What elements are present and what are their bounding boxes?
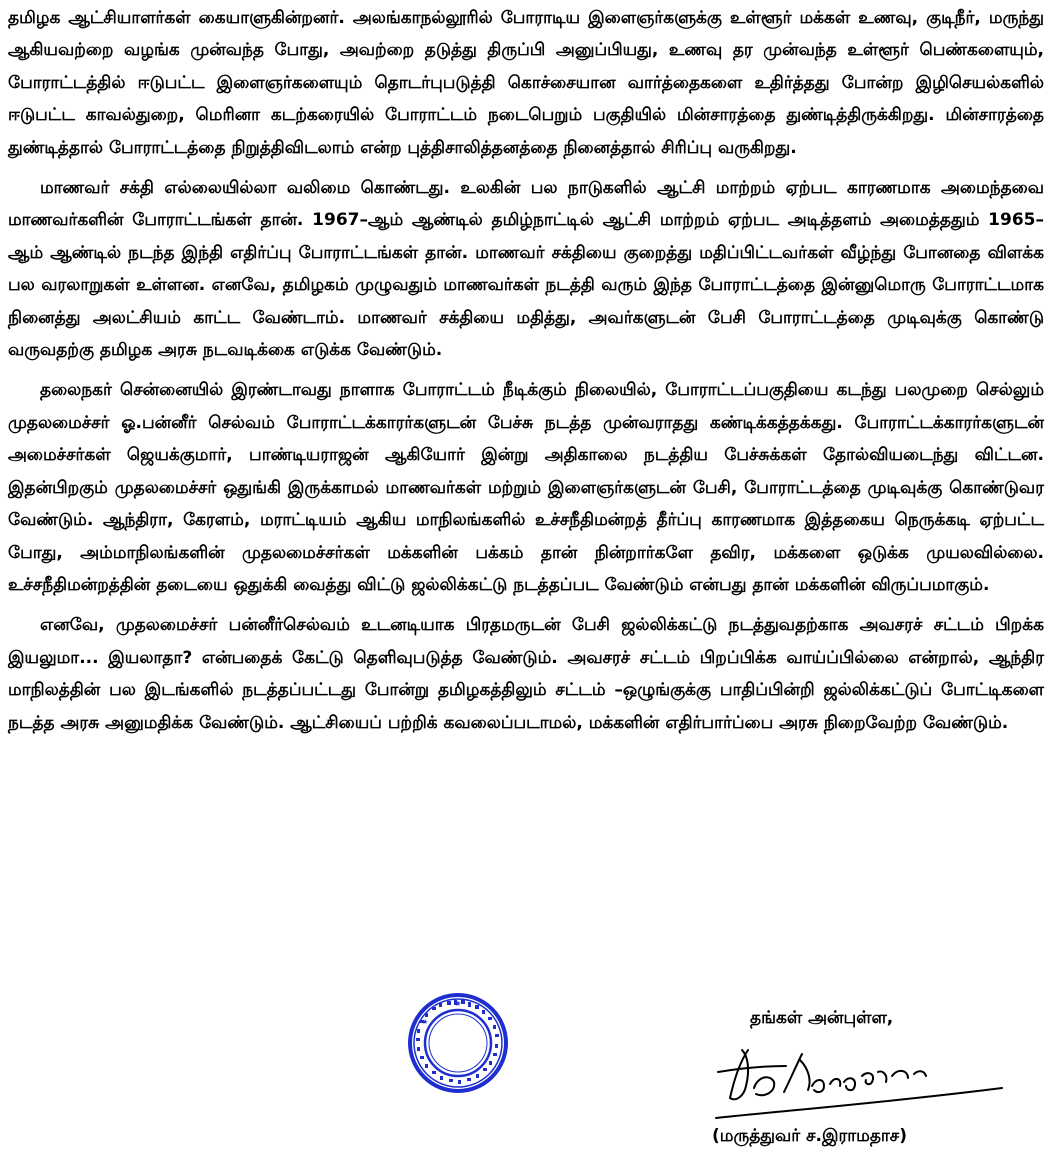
closing-salutation: தங்கள் அன்புள்ள, — [750, 1008, 894, 1028]
paragraph-4: எனவே, முதலமைச்சர் பன்னீர்செல்வம் உடனடியாக பிரதமருடன் பேசி ஜல்லிக்கட்டு நடத்துவதற்காக அவசரச் சட்டம் பிறக்க இயலுமா... இயலாதா? என்பதைக் கேட்டு தெளிவுபடுத்த வேண்டும். அவசரச் சட்டம் பிறப்பிக்க வாய்ப்பில்லை என்றால், ஆந்திர மாநிலத்தின் பல இடங்களில் நடத்தப்பட்டது போன்று தமிழகத்திலும் சட்டம் –ஒழுங்குக்கு பாதிப்பின்றி ஜல்லிக்கட்டுப் போட்டிகளை நடத்த அரசு அனுமதிக்க வேண்டும். ஆட்சியைப் பற்றிக் கவலைப்படாமல், மக்களின் எதிர்பார்ப்பை அரசு நிறைவேற்ற வேண்டும். — [8, 615, 1044, 733]
signature-icon — [712, 1040, 1012, 1122]
paragraph-2: மாணவர் சக்தி எல்லையில்லா வலிமை கொண்டது. உலகின் பல நாடுகளில் ஆட்சி மாற்றம் ஏற்பட காரணமாக அமைந்தவை மாணவர்களின் போராட்டங்கள் தான். 1967–ஆம் ஆண்டில் தமிழ்நாட்டில் ஆட்சி மாற்றம் ஏற்பட அடித்தளம் அமைத்ததும் 1965–ஆம் ஆண்டில் நடந்த இந்தி எதிர்ப்பு போராட்டங்கள் தான். மாணவர் சக்தியை குறைத்து மதிப்பிட்டவர்கள் வீழ்ந்து போனதை விளக்க பல வரலாறுகள் உள்ளன. எனவே, தமிழகம் முழுவதும் மாணவர்கள் நடத்தி வரும் இந்த போராட்டத்தை இன்னுமொரு போராட்டமாக நினைத்து அலட்சியம் காட்ட வேண்டாம். மாணவர் சக்தியை மதித்து, அவர்களுடன் பேசி போராட்டத்தை முடிவுக்கு கொண்டு வருவதற்கு தமிழக அரசு நடவடிக்கை எடுக்க வேண்டும். — [8, 178, 1044, 361]
letter-body — [8, 2, 1044, 747]
paragraph-3: தலைநகர் சென்னையில் இரண்டாவது நாளாக போராட்டம் நீடிக்கும் நிலையில், போராட்டப்பகுதியை கடந்து பலமுறை செல்லும் முதலமைச்சர் ஓ.பன்னீர் செல்வம் போராட்டக்காரர்களுடன் பேச்சு நடத்த முன்வராதது கண்டிக்கத்தக்கது. போராட்டக்காரர்களுடன் அமைச்சர்கள் ஜெயக்குமார், பாண்டியராஜன் ஆகியோர் இன்று அதிகாலை நடத்திய பேச்சுக்கள் தோல்வியடைந்து விட்டன. இதன்பிறகும் முதலமைச்சர் ஒதுங்கி இருக்காமல் மாணவர்கள் மற்றும் இளைஞர்களுடன் பேசி, போராட்டத்தை முடிவுக்கு கொண்டுவர வேண்டும். ஆந்திரா, கேரளம், மராட்டியம் ஆகிய மாநிலங்களில் உச்சநீதிமன்றத் தீர்ப்பு காரணமாக இத்தகைய நெருக்கடி ஏற்பட்ட போது, அம்மாநிலங்களின் முதலமைச்சர்கள் மக்களின் பக்கம் தான் நின்றார்களே தவிர, மக்களை ஒடுக்க முயலவில்லை. உச்சநீதிமன்றத்தின் தடையை ஒதுக்கி வைத்து விட்டு ஜல்லிக்கட்டு நடத்தப்பட வேண்டும் என்பது தான் மக்களின் விருப்பமாகும். — [8, 380, 1044, 595]
seal-stamp-icon — [407, 992, 509, 1094]
svg-text:★: ★ — [454, 999, 462, 1008]
paragraph-1: தமிழக ஆட்சியாளர்கள் கையாளுகின்றனர். அலங்காநல்லூரில் போராடிய இளைஞர்களுக்கு உள்ளூர் மக்கள் உணவு, குடிநீர், மருந்து ஆகியவற்றை வழங்க முன்வந்த போது, அவற்றை தடுத்து திருப்பி அனுப்பியது, உணவு தர முன்வந்த உள்ளூர் பெண்களையும், போராட்டத்தில் ஈடுபட்ட இளைஞர்களையும் தொடர்புபடுத்தி கொச்சையான வார்த்தைகளை உதிர்த்தது போன்ற இழிசெயல்களில் ஈடுபட்ட காவல்துறை, மெரினா கடற்கரையில் போராட்டம் நடைபெறும் பகுதியில் மின்சாரத்தை துண்டித்திருக்கிறது. மின்சாரத்தை துண்டித்தால் போராட்டத்தை நிறுத்திவிடலாம் என்ற புத்திசாலித்தனத்தை நினைத்தால் சிரிப்பு வருகிறது. — [8, 8, 1044, 158]
svg-text:★: ★ — [421, 1018, 429, 1026]
signer-name: (மருத்துவர் ச.இராமதாச) — [712, 1126, 907, 1146]
